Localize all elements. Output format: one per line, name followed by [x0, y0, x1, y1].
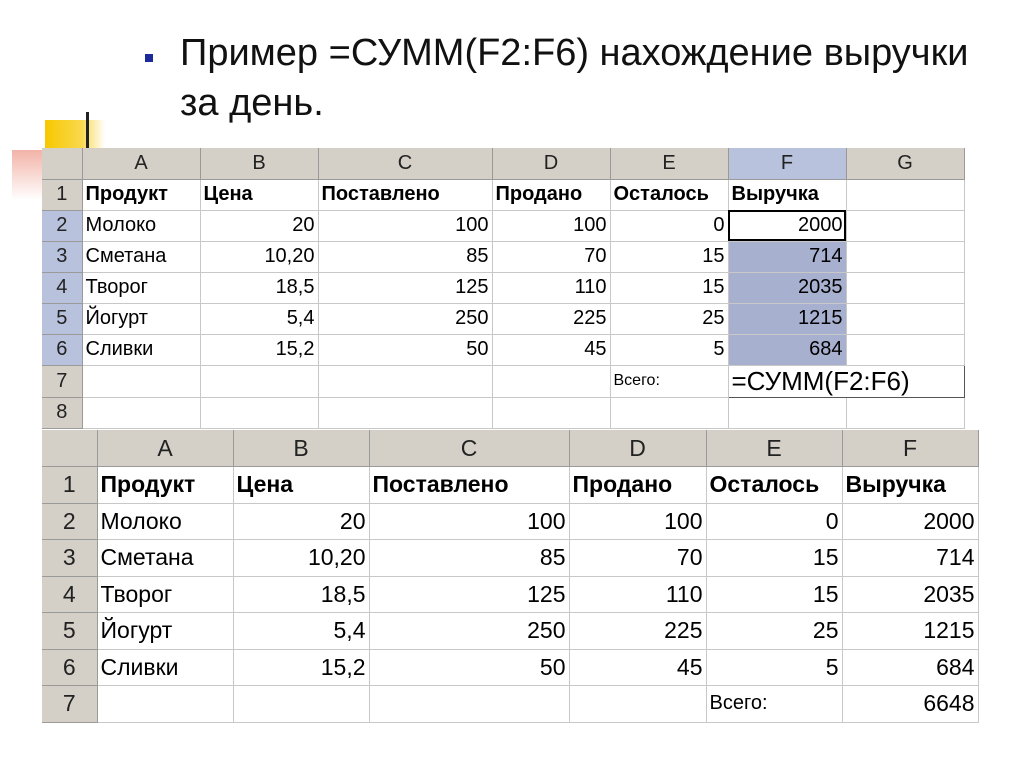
row-header[interactable]: 2	[42, 503, 97, 540]
cell[interactable]: 684	[842, 649, 978, 686]
cell[interactable]: 15,2	[200, 334, 318, 365]
row-header[interactable]: 5	[42, 613, 97, 650]
cell[interactable]: 5	[706, 649, 842, 686]
decor-line	[86, 112, 89, 150]
cell[interactable]	[846, 179, 964, 210]
cell[interactable]: 18,5	[233, 576, 369, 613]
cell[interactable]: Сливки	[82, 334, 200, 365]
cell[interactable]	[200, 397, 318, 428]
cell[interactable]: 15	[610, 272, 728, 303]
row-header[interactable]: 6	[42, 649, 97, 686]
row-header[interactable]: 4	[42, 576, 97, 613]
cell[interactable]: 20	[200, 210, 318, 241]
cell[interactable]: 70	[569, 540, 706, 577]
spreadsheet-top	[42, 148, 965, 429]
cell[interactable]: 250	[369, 613, 569, 650]
column-header[interactable]: C	[369, 430, 569, 467]
cell[interactable]: 225	[569, 613, 706, 650]
cell[interactable]	[846, 334, 964, 365]
cell[interactable]: Выручка	[842, 467, 978, 504]
cell[interactable]: 100	[369, 503, 569, 540]
cell[interactable]: 2035	[842, 576, 978, 613]
cell-selected[interactable]: 2035	[728, 272, 846, 303]
cell[interactable]: 2000	[842, 503, 978, 540]
column-header[interactable]: B	[200, 148, 318, 179]
formula-cell[interactable]: =СУММ(F2:F6)	[728, 365, 964, 397]
cell[interactable]: 85	[318, 241, 492, 272]
cell[interactable]: 15	[706, 540, 842, 577]
row-header[interactable]: 2	[42, 210, 82, 241]
cell[interactable]: 10,20	[233, 540, 369, 577]
column-header[interactable]: F	[842, 430, 978, 467]
cell[interactable]: 0	[706, 503, 842, 540]
cell[interactable]: Сметана	[82, 241, 200, 272]
cell[interactable]: Осталось	[610, 179, 728, 210]
column-header[interactable]: G	[846, 148, 964, 179]
column-header[interactable]: E	[706, 430, 842, 467]
cell-selected[interactable]: 684	[728, 334, 846, 365]
cell[interactable]	[569, 686, 706, 723]
row-header[interactable]: 3	[42, 540, 97, 577]
cell[interactable]	[846, 272, 964, 303]
cell[interactable]: Сливки	[97, 649, 233, 686]
cell[interactable]: 0	[610, 210, 728, 241]
column-header[interactable]: A	[82, 148, 200, 179]
cell[interactable]: 100	[569, 503, 706, 540]
cell[interactable]	[846, 241, 964, 272]
cell[interactable]	[610, 397, 728, 428]
cell[interactable]	[97, 686, 233, 723]
spreadsheet-bottom	[42, 430, 979, 723]
select-all-corner[interactable]	[42, 430, 97, 467]
cell[interactable]: Творог	[97, 576, 233, 613]
cell-selected[interactable]: 1215	[728, 303, 846, 334]
cell[interactable]: Продано	[492, 179, 610, 210]
cell[interactable]: 25	[706, 613, 842, 650]
cell[interactable]: 25	[610, 303, 728, 334]
row-header[interactable]: 7	[42, 365, 82, 397]
cell[interactable]	[846, 303, 964, 334]
cell[interactable]: 125	[369, 576, 569, 613]
cell[interactable]: 15,2	[233, 649, 369, 686]
cell[interactable]: Йогурт	[82, 303, 200, 334]
total-label[interactable]: Всего:	[706, 686, 842, 723]
cell[interactable]	[492, 365, 610, 397]
cell[interactable]	[846, 210, 964, 241]
cell[interactable]	[82, 397, 200, 428]
cell[interactable]	[492, 397, 610, 428]
cell[interactable]: Поставлено	[369, 467, 569, 504]
select-all-corner[interactable]	[42, 148, 82, 179]
cell-active[interactable]: 2000	[728, 210, 846, 241]
cell[interactable]	[318, 365, 492, 397]
cell[interactable]: Поставлено	[318, 179, 492, 210]
cell[interactable]: Творог	[82, 272, 200, 303]
cell[interactable]: Йогурт	[97, 613, 233, 650]
decor-red-block	[12, 150, 45, 200]
cell[interactable]: 50	[369, 649, 569, 686]
cell[interactable]: 5,4	[233, 613, 369, 650]
cell[interactable]: Цена	[233, 467, 369, 504]
cell[interactable]	[846, 397, 964, 428]
cell[interactable]: 125	[318, 272, 492, 303]
total-value[interactable]: 6648	[842, 686, 978, 723]
cell[interactable]: 250	[318, 303, 492, 334]
bullet-icon	[145, 54, 153, 62]
column-header[interactable]: C	[318, 148, 492, 179]
cell[interactable]: 110	[569, 576, 706, 613]
cell[interactable]: 85	[369, 540, 569, 577]
column-header[interactable]: D	[569, 430, 706, 467]
cell[interactable]: 50	[318, 334, 492, 365]
cell[interactable]: 110	[492, 272, 610, 303]
total-label[interactable]: Всего:	[610, 365, 728, 397]
cell[interactable]	[82, 365, 200, 397]
slide-title: Пример =СУММ(F2:F6) нахождение выручки за день.	[180, 32, 969, 124]
row-header[interactable]: 6	[42, 334, 82, 365]
cell[interactable]: 15	[706, 576, 842, 613]
cell[interactable]: 10,20	[200, 241, 318, 272]
cell[interactable]: Продано	[569, 467, 706, 504]
column-header[interactable]: B	[233, 430, 369, 467]
cell[interactable]: Молоко	[97, 503, 233, 540]
cell[interactable]: 5,4	[200, 303, 318, 334]
cell[interactable]: 18,5	[200, 272, 318, 303]
cell[interactable]: 714	[842, 540, 978, 577]
cell[interactable]: Осталось	[706, 467, 842, 504]
cell[interactable]	[728, 397, 846, 428]
cell[interactable]	[369, 686, 569, 723]
cell[interactable]: Цена	[200, 179, 318, 210]
cell[interactable]: 100	[318, 210, 492, 241]
cell[interactable]: Молоко	[82, 210, 200, 241]
cell[interactable]: 1215	[842, 613, 978, 650]
row-header[interactable]: 1	[42, 467, 97, 504]
cell[interactable]: Продукт	[97, 467, 233, 504]
cell-selected[interactable]: 714	[728, 241, 846, 272]
cell[interactable]: 45	[492, 334, 610, 365]
cell[interactable]: 100	[492, 210, 610, 241]
column-header[interactable]: E	[610, 148, 728, 179]
cell[interactable]	[318, 397, 492, 428]
row-header[interactable]: 7	[42, 686, 97, 723]
cell[interactable]: 20	[233, 503, 369, 540]
cell[interactable]: 45	[569, 649, 706, 686]
cell[interactable]: Сметана	[97, 540, 233, 577]
row-header[interactable]: 8	[42, 397, 82, 428]
column-header[interactable]: F	[728, 148, 846, 179]
row-header[interactable]: 3	[42, 241, 82, 272]
slide-title-row	[145, 28, 1005, 128]
row-header[interactable]: 1	[42, 179, 82, 210]
cell[interactable]	[200, 365, 318, 397]
row-header[interactable]: 5	[42, 303, 82, 334]
cell[interactable]	[233, 686, 369, 723]
cell[interactable]: 70	[492, 241, 610, 272]
row-header[interactable]: 4	[42, 272, 82, 303]
cell[interactable]: Продукт	[82, 179, 200, 210]
column-header[interactable]: A	[97, 430, 233, 467]
cell[interactable]: 5	[610, 334, 728, 365]
cell[interactable]: 15	[610, 241, 728, 272]
cell[interactable]: Выручка	[728, 179, 846, 210]
column-header[interactable]: D	[492, 148, 610, 179]
cell[interactable]: 225	[492, 303, 610, 334]
